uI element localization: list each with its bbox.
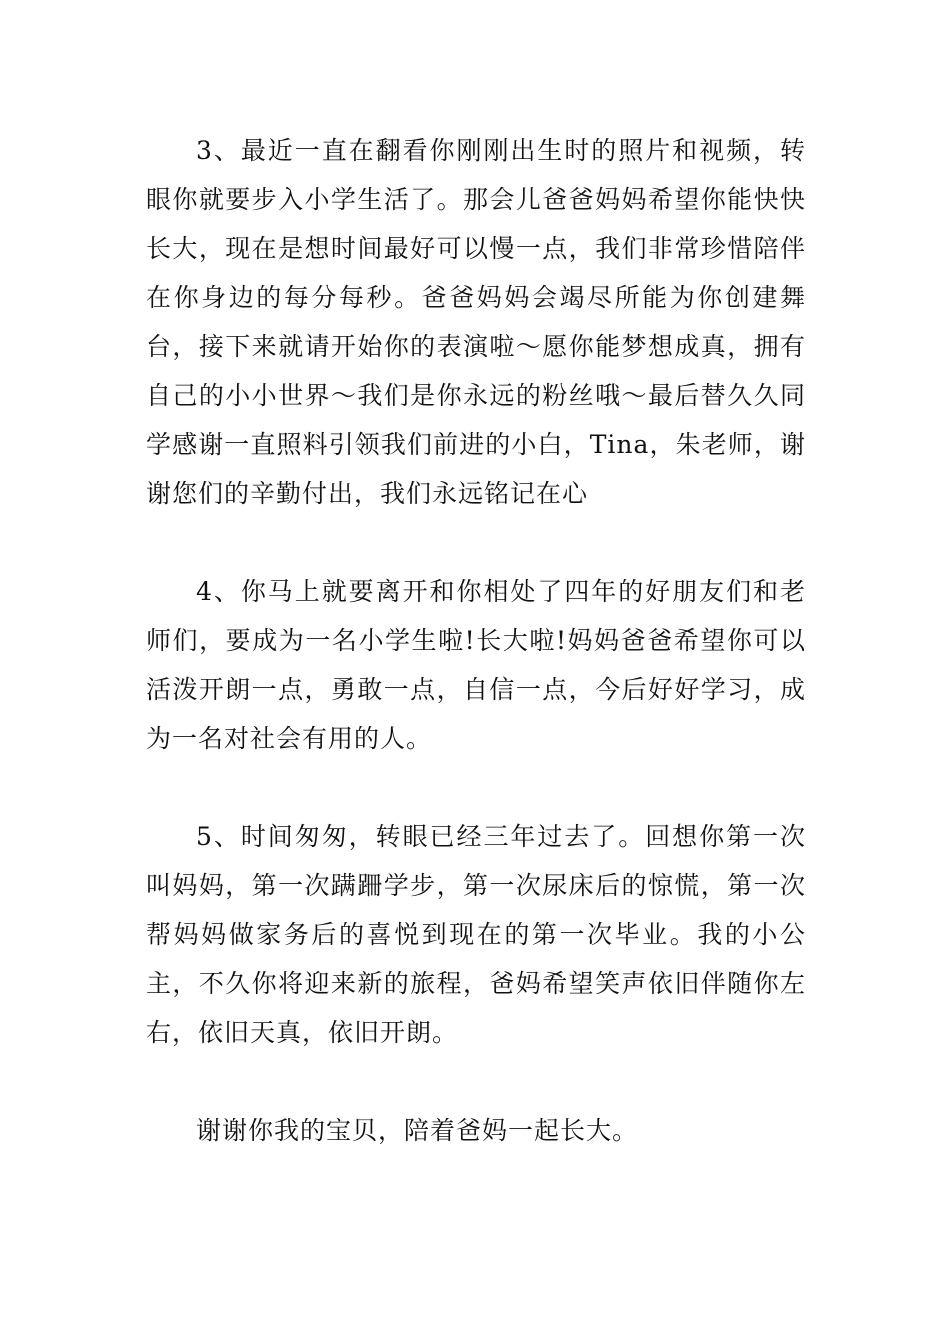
paragraph-5: 5、时间匆匆，转眼已经三年过去了。回想你第一次叫妈妈，第一次蹒跚学步，第一次尿床后的惊慌，第一次帮妈妈做家务后的喜悦到现在的第一次毕业。我的小公主，不久你将迎来新的旅程，爸妈希望笑声依旧伴随你左右，依旧天真，依旧开朗。 bbox=[146, 822, 806, 1047]
paragraph-4: 4、你马上就要离开和你相处了四年的好朋友们和老师们，要成为一名小学生啦!长大啦!妈妈爸爸希望你可以活泼开朗一点，勇敢一点，自信一点，今后好好学习，成为一名对社会有用的人。 bbox=[146, 577, 806, 753]
document-body bbox=[146, 126, 806, 1155]
paragraph-3: 3、最近一直在翻看你刚刚出生时的照片和视频，转眼你就要步入小学生活了。那会儿爸爸妈妈希望你能快快长大，现在是想时间最好可以慢一点，我们非常珍惜陪伴在你身边的每分每秒。爸爸妈妈会竭尽所能为你创建舞台，接下来就请开始你的表演啦～愿你能梦想成真，拥有自己的小小世界～我们是你永远的粉丝哦～最后替久久同学感谢一直照料引领我们前进的小白，Tina，朱老师，谢谢您们的辛勤付出，我们永远铭记在心 bbox=[146, 136, 806, 508]
closing-paragraph: 谢谢你我的宝贝，陪着爸妈一起长大。 bbox=[196, 1116, 639, 1145]
